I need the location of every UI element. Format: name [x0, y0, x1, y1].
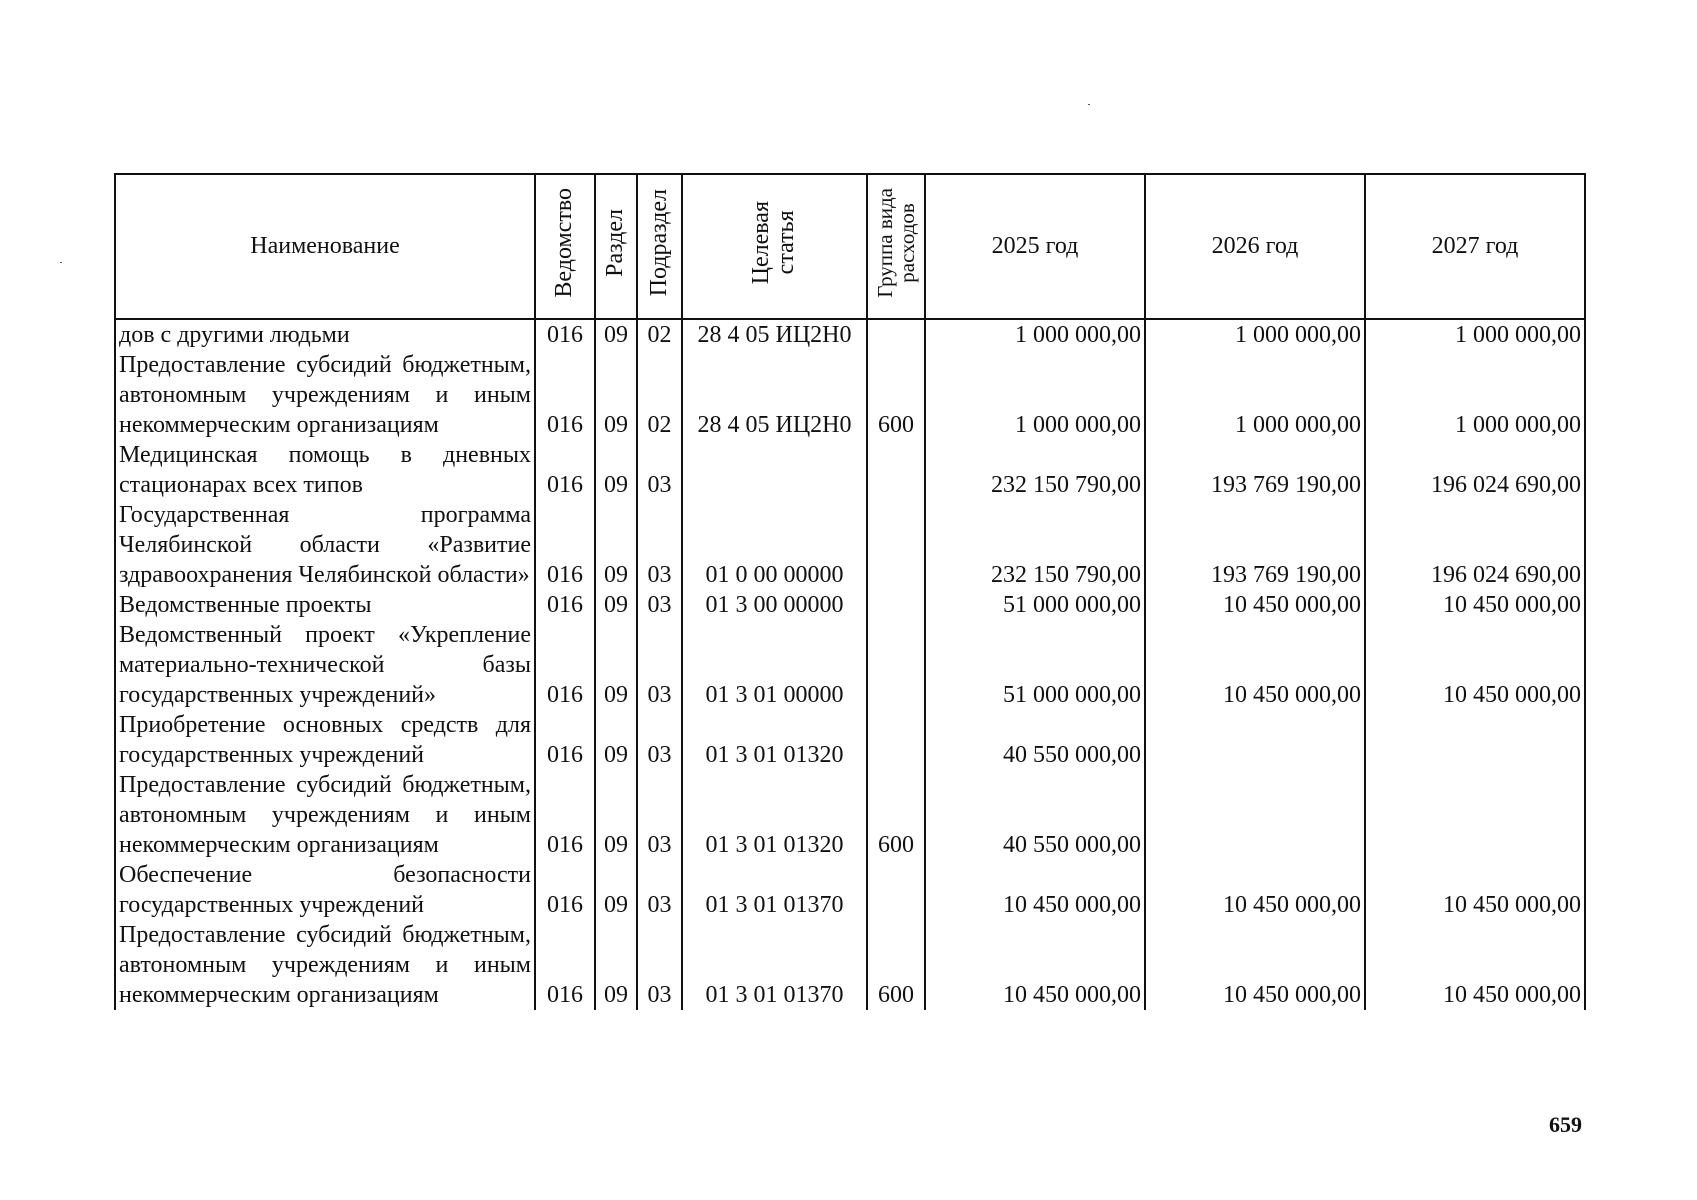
- row-razdel: 09: [595, 770, 637, 860]
- row-cel: 01 0 00 00000: [682, 500, 867, 590]
- row-podrazdel: 02: [637, 350, 682, 440]
- row-grp: 600: [867, 920, 925, 1010]
- row-grp: [867, 710, 925, 770]
- table-row: [115, 920, 1585, 1010]
- row-name: дов с другими людьми: [115, 319, 535, 350]
- row-2027: 196 024 690,00: [1365, 500, 1585, 590]
- row-grp: [867, 500, 925, 590]
- table-row: [115, 710, 1585, 770]
- row-2026: 193 769 190,00: [1145, 440, 1365, 500]
- table-row: [115, 440, 1585, 500]
- row-2026: 10 450 000,00: [1145, 590, 1365, 620]
- row-razdel: 09: [595, 319, 637, 350]
- row-cel: [682, 440, 867, 500]
- table-body: [115, 319, 1585, 1010]
- page-number: 659: [1549, 1112, 1582, 1137]
- row-razdel: 09: [595, 500, 637, 590]
- row-ved: 016: [535, 590, 595, 620]
- row-name: Ведомственные проекты: [115, 590, 535, 620]
- row-podrazdel: 02: [637, 319, 682, 350]
- header-2027: 2027 год: [1365, 174, 1585, 319]
- row-ved: 016: [535, 350, 595, 440]
- row-razdel: 09: [595, 860, 637, 920]
- row-name: Ведомственный проект «Укрепление материально-технической базы государственных учреждений»: [115, 620, 535, 710]
- row-name: Государственная программа Челябинской области «Развитие здравоохранения Челябинской области»: [115, 500, 535, 590]
- row-razdel: 09: [595, 440, 637, 500]
- row-2027: 10 450 000,00: [1365, 920, 1585, 1010]
- row-name: Медицинская помощь в дневных стационарах всех типов: [115, 440, 535, 500]
- header-name: Наименование: [115, 174, 535, 319]
- row-ved: 016: [535, 770, 595, 860]
- row-grp: [867, 620, 925, 710]
- row-2025: 51 000 000,00: [925, 590, 1145, 620]
- table-header-row: [115, 174, 1585, 319]
- row-razdel: 09: [595, 350, 637, 440]
- row-2027: 1 000 000,00: [1365, 350, 1585, 440]
- row-cel: 01 3 01 00000: [682, 620, 867, 710]
- row-grp: 600: [867, 770, 925, 860]
- row-ved: 016: [535, 500, 595, 590]
- header-2026: 2026 год: [1145, 174, 1365, 319]
- row-2026: 193 769 190,00: [1145, 500, 1365, 590]
- row-name: Предоставление субсидий бюджетным, автономным учреждениям и иным некоммерческим организациям: [115, 770, 535, 860]
- table-row: [115, 620, 1585, 710]
- table-row: [115, 590, 1585, 620]
- row-2025: 40 550 000,00: [925, 770, 1145, 860]
- row-podrazdel: 03: [637, 620, 682, 710]
- row-name: Приобретение основных средств для государственных учреждений: [115, 710, 535, 770]
- header-2025: 2025 год: [925, 174, 1145, 319]
- row-razdel: 09: [595, 710, 637, 770]
- row-cel: 01 3 01 01370: [682, 920, 867, 1010]
- row-ved: 016: [535, 440, 595, 500]
- row-2025: 10 450 000,00: [925, 920, 1145, 1010]
- row-name: Обеспечение безопасности государственных учреждений: [115, 860, 535, 920]
- header-razdel: Раздел: [595, 174, 637, 319]
- row-cel: 01 3 01 01320: [682, 710, 867, 770]
- row-name: Предоставление субсидий бюджетным, автономным учреждениям и иным некоммерческим организациям: [115, 920, 535, 1010]
- row-cel: 01 3 01 01370: [682, 860, 867, 920]
- row-grp: [867, 590, 925, 620]
- table-row: [115, 350, 1585, 440]
- row-name: Предоставление субсидий бюджетным, автономным учреждениям и иным некоммерческим организациям: [115, 350, 535, 440]
- row-podrazdel: 03: [637, 440, 682, 500]
- row-2026: 1 000 000,00: [1145, 319, 1365, 350]
- row-ved: 016: [535, 710, 595, 770]
- row-ved: 016: [535, 860, 595, 920]
- row-2027: 1 000 000,00: [1365, 319, 1585, 350]
- row-cel: 28 4 05 ИЦ2Н0: [682, 350, 867, 440]
- row-2027: 10 450 000,00: [1365, 590, 1585, 620]
- row-2025: 10 450 000,00: [925, 860, 1145, 920]
- row-2027: [1365, 770, 1585, 860]
- row-2026: 10 450 000,00: [1145, 860, 1365, 920]
- row-2026: 1 000 000,00: [1145, 350, 1365, 440]
- row-podrazdel: 03: [637, 590, 682, 620]
- header-cel: Целевая статья: [682, 174, 867, 319]
- row-podrazdel: 03: [637, 770, 682, 860]
- row-razdel: 09: [595, 920, 637, 1010]
- row-2027: 10 450 000,00: [1365, 620, 1585, 710]
- row-2025: 1 000 000,00: [925, 319, 1145, 350]
- row-2026: 10 450 000,00: [1145, 920, 1365, 1010]
- row-2025: 232 150 790,00: [925, 500, 1145, 590]
- row-2026: [1145, 770, 1365, 860]
- row-razdel: 09: [595, 620, 637, 710]
- row-grp: [867, 860, 925, 920]
- row-2026: 10 450 000,00: [1145, 620, 1365, 710]
- row-grp: 600: [867, 350, 925, 440]
- row-cel: 28 4 05 ИЦ2Н0: [682, 319, 867, 350]
- row-cel: 01 3 01 01320: [682, 770, 867, 860]
- row-ved: 016: [535, 319, 595, 350]
- budget-table: [114, 173, 1586, 1010]
- row-2027: 196 024 690,00: [1365, 440, 1585, 500]
- header-grp: Группа вида расходов: [867, 174, 925, 319]
- row-grp: [867, 440, 925, 500]
- row-grp: [867, 319, 925, 350]
- table-row: [115, 500, 1585, 590]
- header-podrazdel: Подраздел: [637, 174, 682, 319]
- row-podrazdel: 03: [637, 710, 682, 770]
- row-2027: [1365, 710, 1585, 770]
- row-podrazdel: 03: [637, 860, 682, 920]
- row-cel: 01 3 00 00000: [682, 590, 867, 620]
- row-podrazdel: 03: [637, 920, 682, 1010]
- table-row: [115, 770, 1585, 860]
- row-2027: 10 450 000,00: [1365, 860, 1585, 920]
- row-2025: 1 000 000,00: [925, 350, 1145, 440]
- row-razdel: 09: [595, 590, 637, 620]
- row-podrazdel: 03: [637, 500, 682, 590]
- row-ved: 016: [535, 920, 595, 1010]
- row-ved: 016: [535, 620, 595, 710]
- row-2025: 232 150 790,00: [925, 440, 1145, 500]
- row-2025: 40 550 000,00: [925, 710, 1145, 770]
- row-2026: [1145, 710, 1365, 770]
- header-ved: Ведомство: [535, 174, 595, 319]
- table-row: [115, 860, 1585, 920]
- table-row: [115, 319, 1585, 350]
- row-2025: 51 000 000,00: [925, 620, 1145, 710]
